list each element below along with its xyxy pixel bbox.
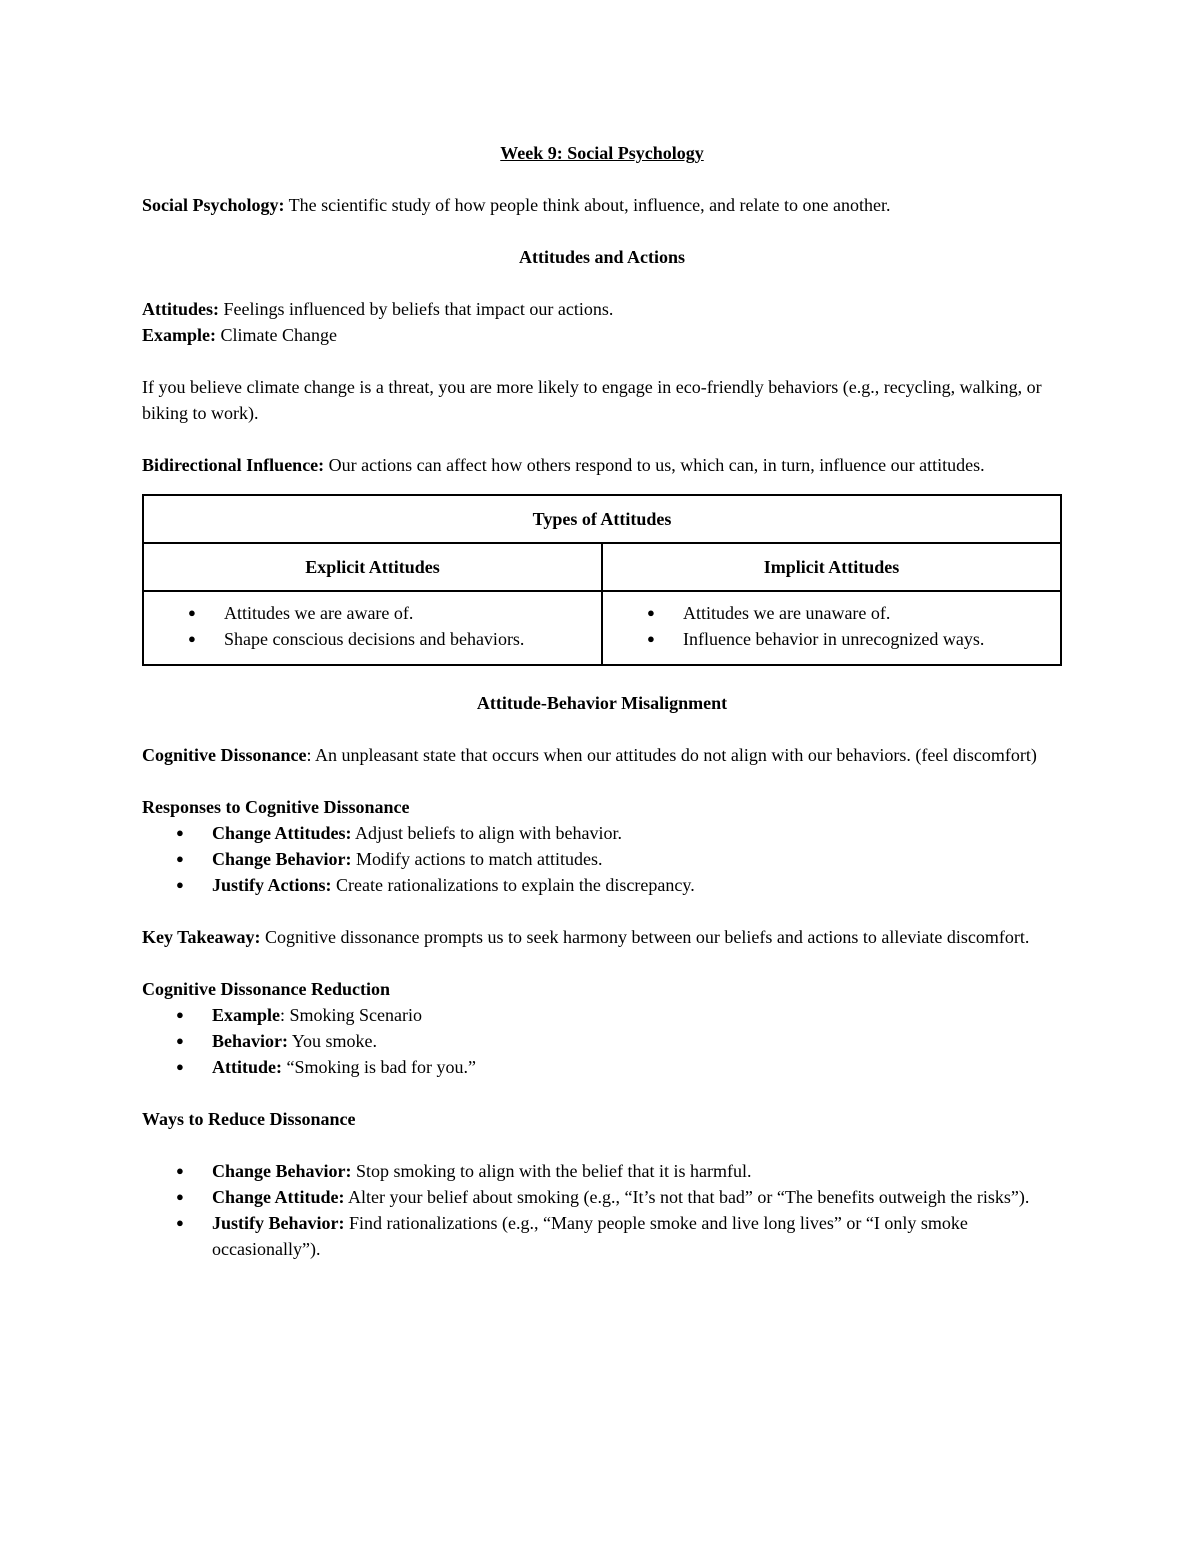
page-title: Week 9: Social Psychology <box>500 143 704 163</box>
example-text: Climate Change <box>216 325 337 345</box>
cognitive-dissonance-term: Cognitive Dissonance <box>142 745 307 765</box>
list-item: ● Shape conscious decisions and behaviors. <box>144 626 601 652</box>
ways-list <box>142 1158 1062 1262</box>
bidirectional-text: Our actions can affect how others respond to us, which can, in turn, influence our attitudes. <box>324 455 985 475</box>
reduction-heading: Cognitive Dissonance Reduction <box>142 979 391 999</box>
climate-paragraph: If you believe climate change is a threat, you are more likely to engage in eco-friendly behaviors (e.g., recycling, walking, or biking to work). <box>142 377 1042 423</box>
list-item: ● Influence behavior in unrecognized ways. <box>603 626 1060 652</box>
attitudes-term: Attitudes: <box>142 299 219 319</box>
cognitive-dissonance-text: : An unpleasant state that occurs when our attitudes do not align with our behaviors. (feel discomfort) <box>306 745 1037 765</box>
list-item: ● Change Attitude: Alter your belief about smoking (e.g., “It’s not that bad” or “The benefits outweigh the risks”). <box>142 1184 1062 1210</box>
document-content <box>142 140 1062 1262</box>
definition-text: The scientific study of how people think about, influence, and relate to one another. <box>284 195 891 215</box>
social-psychology-definition <box>142 192 1062 218</box>
list-item: ● Justify Actions: Create rationalizations to explain the discrepancy. <box>142 872 1062 898</box>
list-item: ● Behavior: You smoke. <box>142 1028 1062 1054</box>
key-takeaway-text: Cognitive dissonance prompts us to seek harmony between our beliefs and actions to alleviate discomfort. <box>260 927 1030 947</box>
bidirectional-influence <box>142 452 1062 478</box>
responses-list <box>142 820 1062 898</box>
list-item: ● Change Attitudes: Adjust beliefs to align with behavior. <box>142 820 1062 846</box>
section-heading-misalignment: Attitude-Behavior Misalignment <box>476 693 728 713</box>
table-title: Types of Attitudes <box>143 495 1061 543</box>
definition-term: Social Psychology: <box>142 195 285 215</box>
example-term: Example: <box>142 325 216 345</box>
reduction-list <box>142 1002 1062 1080</box>
list-item: ● Attitudes we are unaware of. <box>603 600 1060 626</box>
section-heading-attitudes-actions: Attitudes and Actions <box>518 247 686 267</box>
key-takeaway <box>142 924 1062 950</box>
list-item: ● Attitudes we are aware of. <box>144 600 601 626</box>
list-item: ● Change Behavior: Stop smoking to align with the belief that it is harmful. <box>142 1158 1062 1184</box>
explicit-cell <box>143 591 602 665</box>
list-item: ● Example: Smoking Scenario <box>142 1002 1062 1028</box>
responses-heading: Responses to Cognitive Dissonance <box>142 797 410 817</box>
list-item: ● Attitude: “Smoking is bad for you.” <box>142 1054 1062 1080</box>
attitudes-text: Feelings influenced by beliefs that impact our actions. <box>219 299 614 319</box>
list-item: ● Justify Behavior: Find rationalizations (e.g., “Many people smoke and live long lives” or “I only smoke occasionally”). <box>142 1210 1062 1262</box>
attitudes-example <box>142 322 1062 348</box>
list-item: ● Change Behavior: Modify actions to match attitudes. <box>142 846 1062 872</box>
cognitive-dissonance-definition <box>142 742 1062 768</box>
types-of-attitudes-table <box>142 494 1062 666</box>
explicit-header: Explicit Attitudes <box>143 543 602 591</box>
implicit-cell <box>602 591 1061 665</box>
ways-heading: Ways to Reduce Dissonance <box>142 1109 356 1129</box>
attitudes-definition <box>142 296 1062 322</box>
bidirectional-term: Bidirectional Influence: <box>142 455 325 475</box>
implicit-header: Implicit Attitudes <box>602 543 1061 591</box>
key-takeaway-term: Key Takeaway: <box>142 927 261 947</box>
